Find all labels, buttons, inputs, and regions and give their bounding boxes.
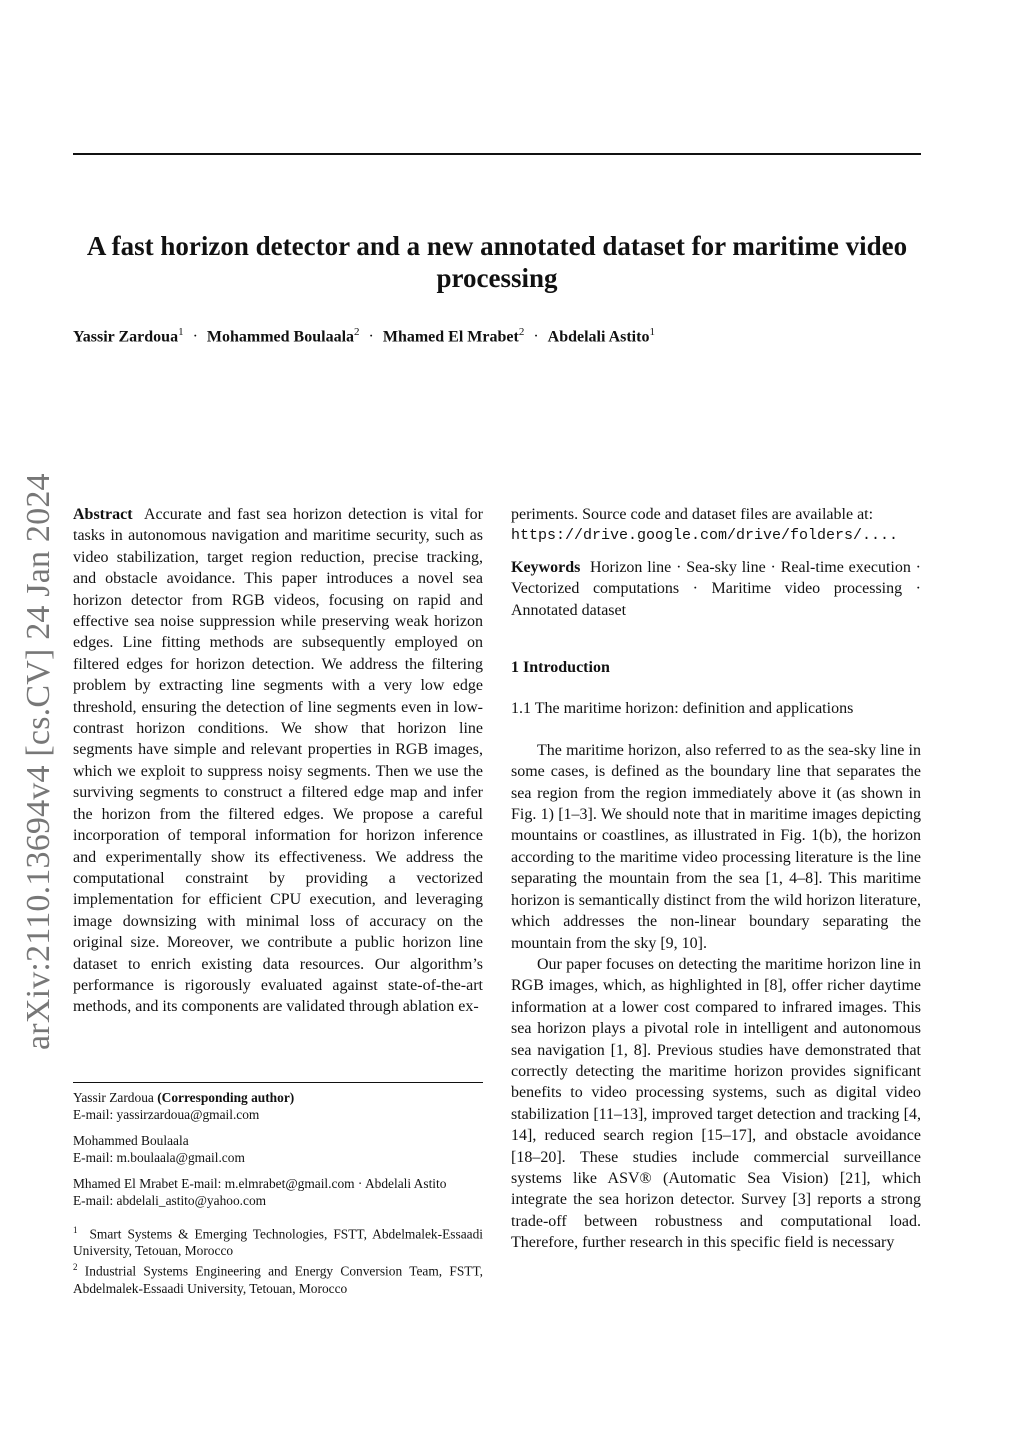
paper-title: A fast horizon detector and a new annotated dataset for maritime video processing	[86, 231, 908, 293]
author-separator: ·	[192, 328, 198, 346]
author4-email: E-mail: abdelali_astito@yahoo.com	[73, 1193, 267, 1208]
dataset-url[interactable]: https://drive.google.com/drive/folders/....	[511, 527, 899, 545]
affiliation-number: 1	[73, 1225, 78, 1235]
author-affiliation-mark: 2	[518, 326, 525, 338]
author-name: Yassir Zardoua	[73, 328, 179, 346]
affiliation-number: 2	[73, 1262, 78, 1273]
author-affiliation-mark: 1	[178, 326, 184, 338]
keywords-text: Horizon line · Sea-sky line · Real-time execution · Vectorized computations · Maritime video processing · Annotated dataset	[511, 558, 921, 619]
abstract-continuation: periments. Source code and dataset files are available at:	[511, 506, 874, 523]
affiliation-1	[73, 1222, 483, 1259]
top-rule	[73, 153, 921, 155]
author-affiliation-mark: 2	[354, 326, 360, 338]
intro-paragraph-2: Our paper focuses on detecting the maritime horizon line in RGB images, which, as highlighted in [8], offer richer daytime information at a lower cost compared to infrared images. This sea horizon plays a pivotal role in intelligent and autonomous sea navigation [1, 8]. Previous studies have demonstrated that correctly detecting the maritime horizon provides significant benefits to video processing systems, such as digital video stabilization [11–13], improved target detection and tracking [4, 14], reduced search region [15–17], and obstacle avoidance [18–20]. These studies include commercial surveillance systems like ASV® (Automatic Sea Vision) [21], which integrate the sea horizon detector. Survey [3] reports a strong trade-off between robustness and computational load. Therefore, further research in this specific field is necessary	[511, 955, 921, 1252]
subsection-heading: 1.1 The maritime horizon: definition and applications	[511, 700, 854, 718]
author-list	[73, 321, 921, 348]
corresponding-author-email: E-mail: yassirzardoua@gmail.com	[73, 1107, 260, 1122]
author-separator: ·	[533, 328, 539, 346]
author-separator: ·	[368, 328, 374, 346]
affiliation-text: Industrial Systems Engineering and Energy Conversion Team, FSTT, Abdelmalek-Essaadi University, Tetouan, Morocco	[73, 1263, 483, 1296]
author-contacts	[73, 1089, 483, 1209]
keywords	[511, 557, 921, 621]
right-column	[511, 504, 921, 1254]
corresponding-author-tag: (Corresponding author)	[157, 1090, 295, 1105]
author-name: Abdelali Astito	[547, 328, 650, 346]
author2-name: Mohammed Boulaala	[73, 1133, 189, 1148]
affiliation-text: Smart Systems & Emerging Technologies, FSTT, Abdelmalek-Essaadi University, Tetouan, Morocco	[73, 1226, 483, 1259]
author-name: Mohammed Boulaala	[206, 328, 355, 346]
arxiv-identifier: arXiv:2110.13694v4 [cs.CV] 24 Jan 2024	[20, 473, 57, 1050]
abstract-text: Accurate and fast sea horizon detection is vital for tasks in autonomous navigation and maritime security, such as video stabilization, target region reduction, precise tracking, and obstacle avoidance. This paper introduces a novel sea horizon detector from RGB videos, focusing on rapid and effective sea noise suppression while preserving weak horizon edges. Line fitting methods are subsequently employed on filtered edges for horizon detection. We address the filtering problem by extracting line segments with a very low edge threshold, ensuring the detection of line segments even in low-contrast horizon conditions. We show that horizon line segments have simple and relevant properties in RGB images, which we exploit to suppress noisy segments. Then we use the surviving segments to construct a filtered edge map and infer the horizon from the filtered edges. We propose a careful incorporation of temporal information for horizon inference and experimentally show its effectiveness. We address the computational constraint by providing a vectorized implementation for efficient CPU execution, and leveraging image downsizing with minimal loss of accuracy on the original size. Moreover, we contribute a public horizon line dataset to enrich existing data resources. Our algorithm’s performance is rigorously evaluated against state-of-the-art methods, and its components are validated through ablation ex-	[73, 506, 483, 1016]
abstract-label: Abstract	[73, 506, 133, 523]
author2-email: E-mail: m.boulaala@gmail.com	[73, 1150, 245, 1165]
keywords-label: Keywords	[511, 558, 581, 576]
author34-contact: Mhamed El Mrabet E-mail: m.elmrabet@gmail.com · Abdelali Astito	[73, 1176, 447, 1191]
section-heading: 1 Introduction	[511, 659, 610, 677]
intro-paragraph-1: The maritime horizon, also referred to as the sea-sky line in some cases, is defined as the boundary line that separates the sea region from the region immediately above it (as shown in Fig. 1) [1–3]. We should note that in maritime images depicting mountains or coastlines, as illustrated in Fig. 1(b), the horizon according to the maritime video processing literature is the line separating the mountain from the sea [1, 4–8]. This maritime horizon is semantically distinct from the wild horizon literature, which addresses the non-linear boundary separating the mountain from the sky [9, 10].	[511, 741, 921, 952]
author-affiliation-mark: 1	[649, 326, 655, 338]
affiliation-2	[73, 1259, 483, 1296]
corresponding-author-name: Yassir Zardoua	[73, 1090, 154, 1105]
author-name: Mhamed El Mrabet	[382, 328, 519, 346]
abstract	[73, 504, 483, 1018]
left-column	[73, 504, 483, 1018]
footnote-rule	[73, 1082, 483, 1083]
affiliations	[73, 1222, 483, 1297]
